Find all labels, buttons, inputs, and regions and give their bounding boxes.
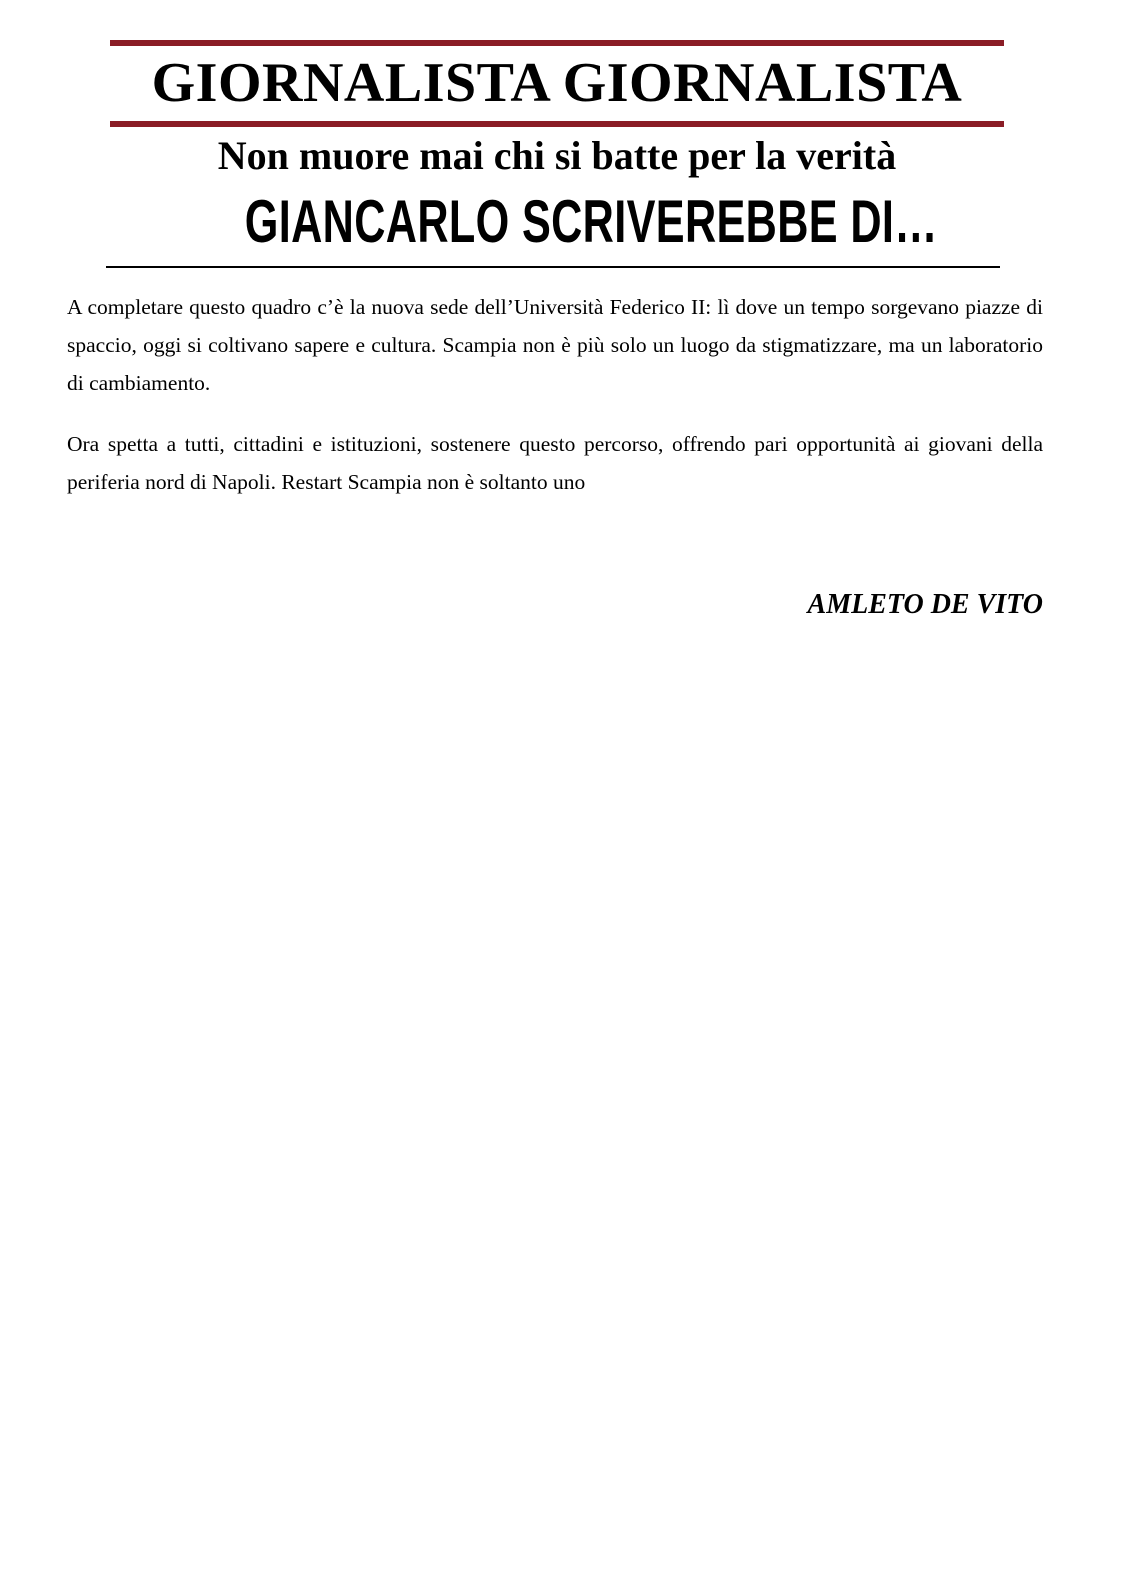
- article-paragraph-2: Ora spetta a tutti, cittadini e istituzioni, sostenere questo percorso, offrendo pari opportunità ai giovani della periferia nord di Napoli. Restart Scampia non è soltanto uno: [67, 432, 1043, 494]
- masthead-title: GIORNALISTA GIORNALISTA: [151, 52, 963, 114]
- masthead-top-rule: [110, 40, 1004, 46]
- author-signature: AMLETO DE VITO: [807, 589, 1043, 620]
- section-title-underline: [106, 266, 1000, 268]
- masthead-tagline: Non muore mai chi si batte per la verità: [217, 133, 897, 178]
- masthead-bottom-rule: [110, 121, 1004, 127]
- article-body: [67, 288, 1043, 524]
- section-title-container: [110, 184, 1004, 260]
- article-paragraph-1: A completare questo quadro c’è la nuova sede dell’Università Federico II: lì dove un tempo sorgevano piazze di spaccio, oggi si coltivano sapere e cultura. Scampia non è più solo un luogo da stigmatizzare, ma un laboratorio di cambiamento.: [67, 295, 1043, 395]
- section-title: GIANCARLO SCRIVEREBBE DI…: [244, 188, 938, 255]
